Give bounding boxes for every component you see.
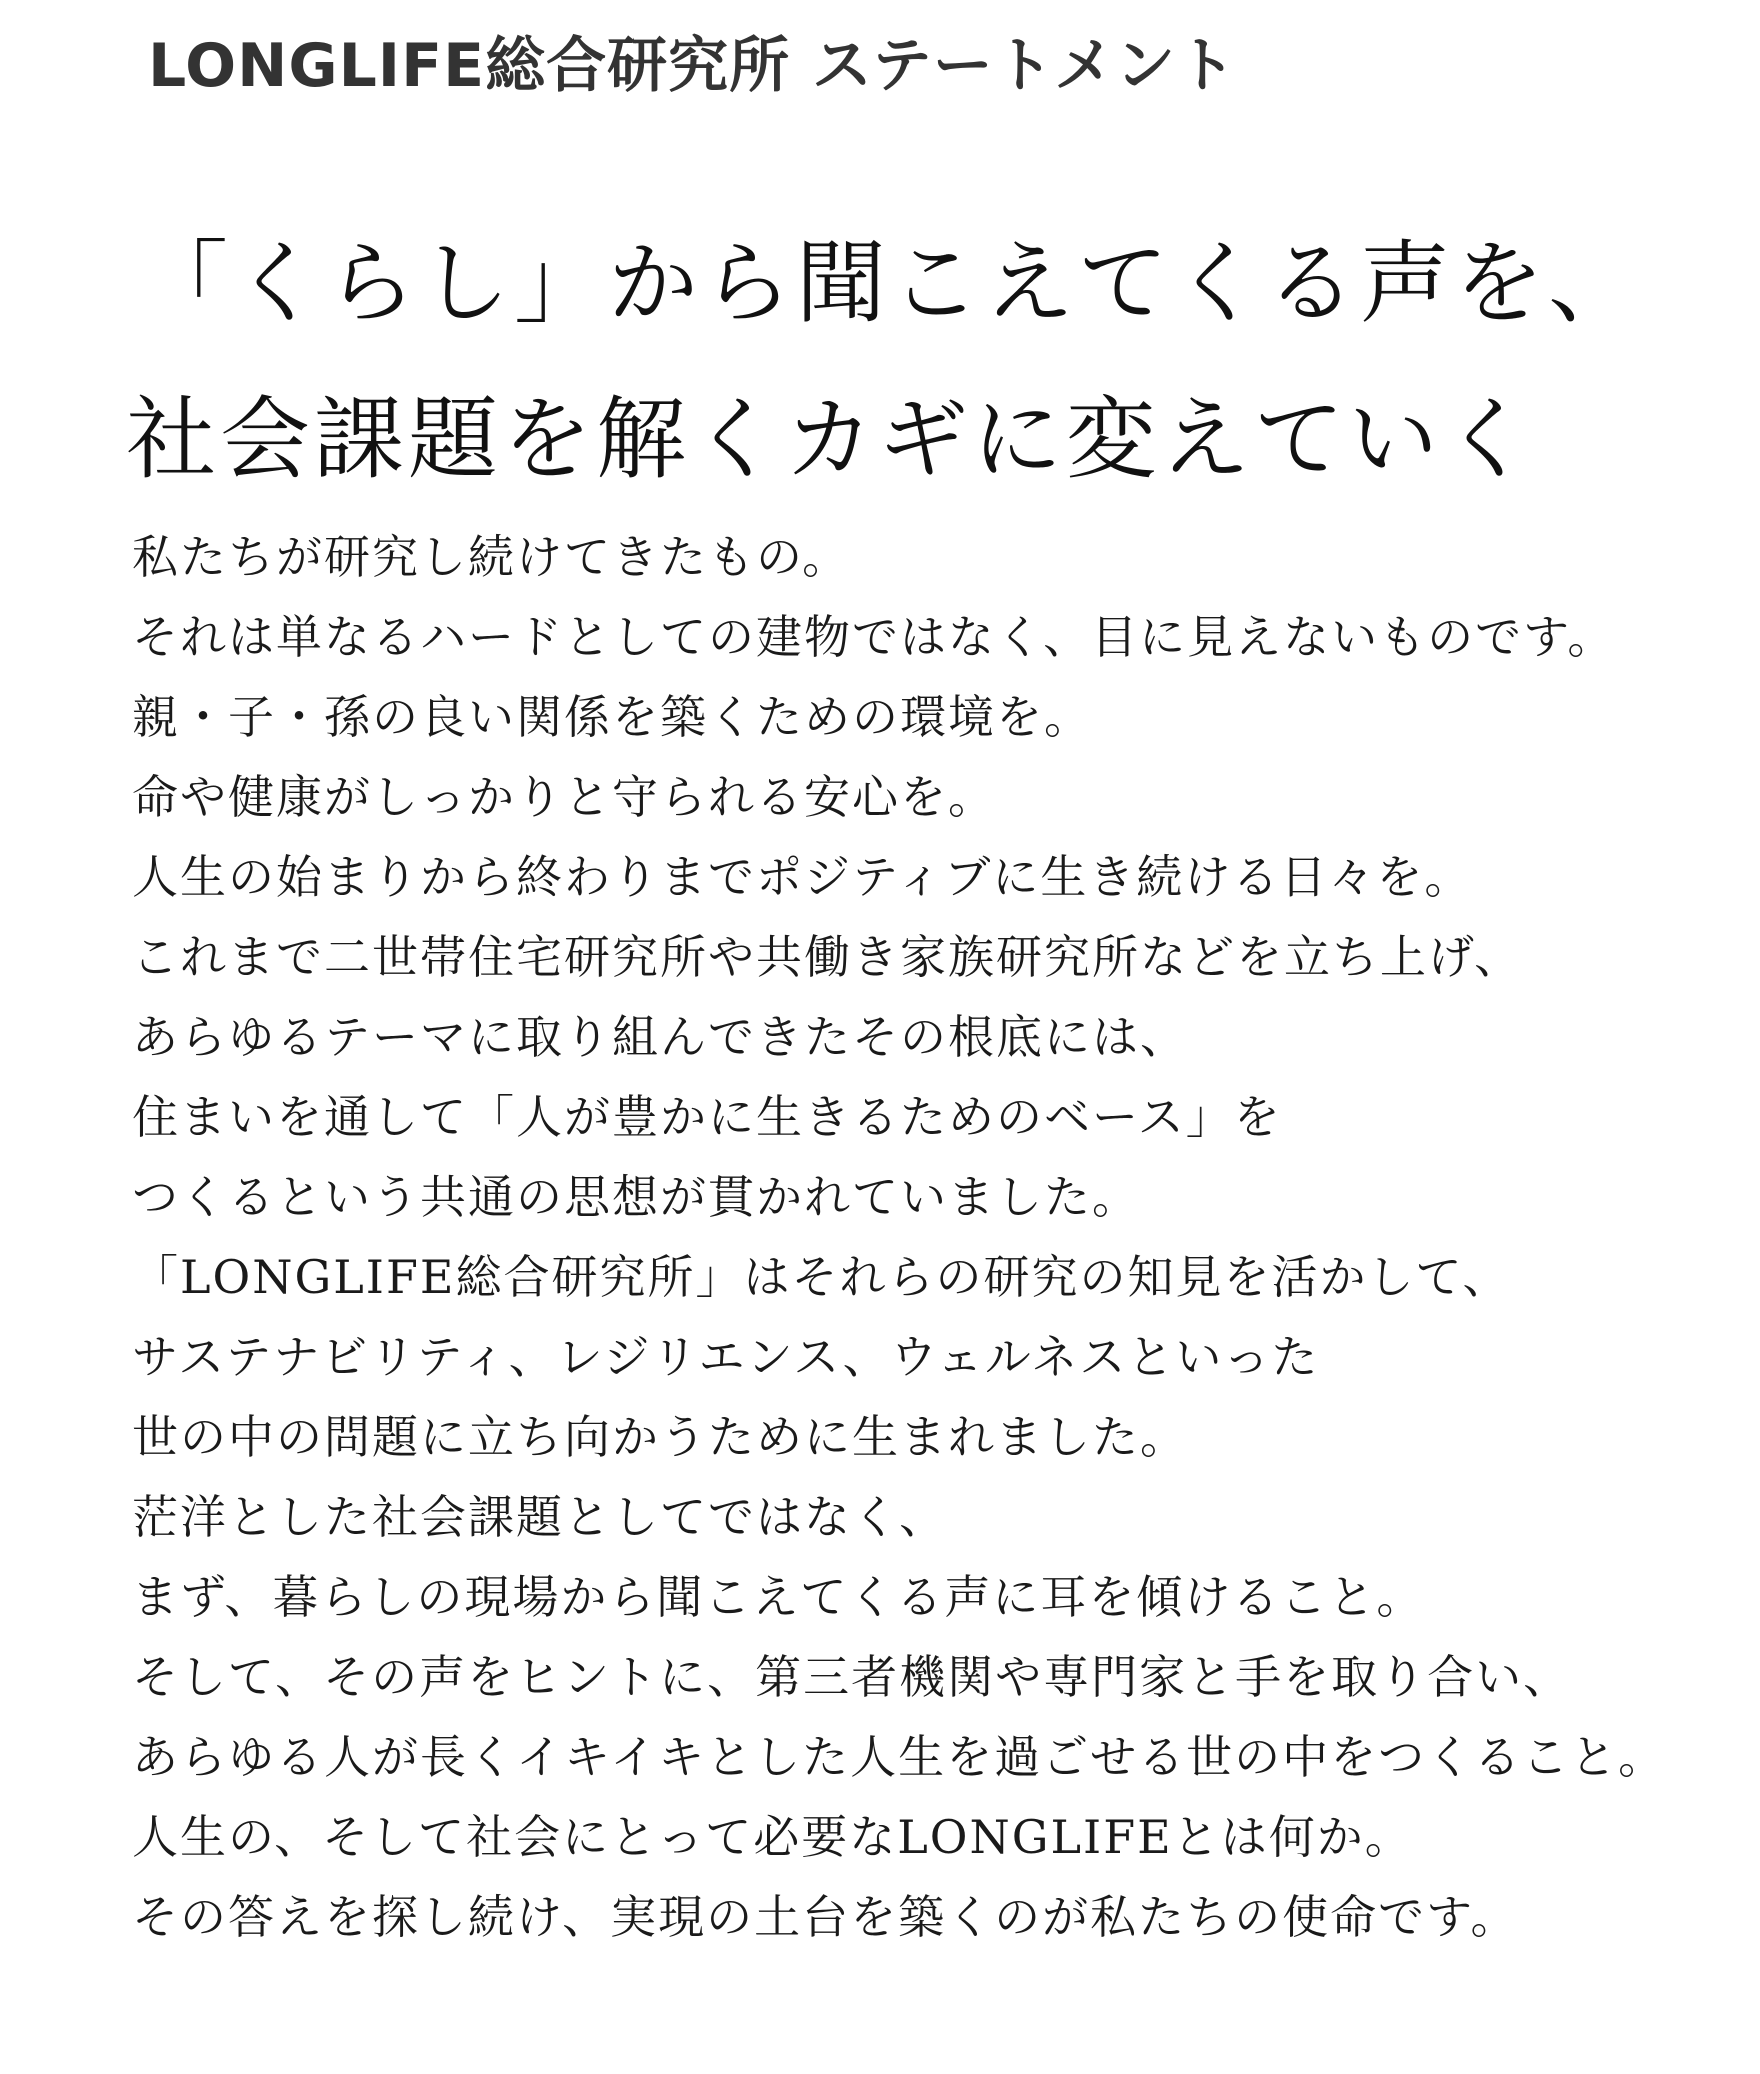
body-line: あらゆるテーマに取り組んできたその根底には、 [132,1010,1188,1064]
body-line: それは単なるハードとしての建物ではなく、目に見えないものです。 [132,610,1616,664]
body-line: サステナビリティ、レジリエンス、ウェルネスといった [132,1330,1320,1384]
body-line: 人生の、そして社会にとって必要なLONGLIFEとは何か。 [132,1810,1413,1864]
body-line: 人生の始まりから終わりまでポジティブに生き続ける日々を。 [132,850,1473,904]
body-line: 茫洋とした社会課題としてではなく、 [132,1490,948,1544]
page-title: LONGLIFE総合研究所 ステートメント [148,31,1238,101]
body-line: 親・子・孫の良い関係を築くための環境を。 [132,690,1092,744]
body-line: そして、その声をヒントに、第三者機関や専門家と手を取り合い、 [132,1650,1572,1704]
body-line: あらゆる人が長くイキイキとした人生を過ごせる世の中をつくること。 [132,1730,1667,1784]
body-line: まず、暮らしの現場から聞こえてくる声に耳を傾けること。 [132,1570,1425,1624]
body-line: 世の中の問題に立ち向かうために生まれました。 [132,1410,1188,1464]
body-line: その答えを探し続け、実現の土台を築くのが私たちの使命です。 [132,1890,1519,1944]
body-line: 命や健康がしっかりと守られる安心を。 [132,770,996,824]
body-line: 「LONGLIFE総合研究所」はそれらの研究の知見を活かして、 [132,1250,1511,1304]
headline-line-1: 「くらし」から聞こえてくる声を、 [138,231,1642,336]
body-line: 住まいを通して「人が豊かに生きるためのベース」を [132,1090,1282,1144]
body-line: つくるという共通の思想が貫かれていました。 [132,1170,1140,1224]
statement-body [132,517,1732,1957]
body-line: 私たちが研究し続けてきたもの。 [132,530,851,584]
body-line: これまで二世帯住宅研究所や共働き家族研究所などを立ち上げ、 [132,930,1523,984]
headline-line-2: 社会課題を解くカギに変えていく [126,387,1536,492]
